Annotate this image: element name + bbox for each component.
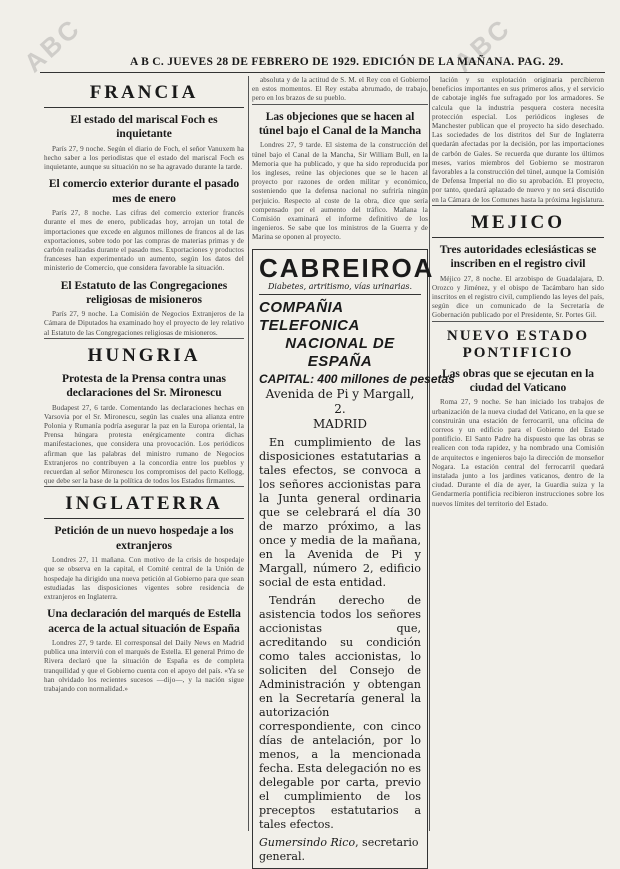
- advert-block: [252, 249, 455, 869]
- telefonica-address: Avenida de Pi y Margall, 2.: [265, 386, 415, 416]
- section-hungria: HUNGRIA: [87, 344, 201, 366]
- headline-mejico: Tres autoridades eclesiásticas se inscriben en el registro civil: [439, 243, 597, 271]
- telefonica-signature: [259, 836, 421, 864]
- headline-foch: El estado del mariscal Foch es inquietante: [70, 114, 218, 141]
- column-divider-2: [429, 76, 430, 831]
- section-inglaterra: INGLATERRA: [44, 493, 244, 519]
- article-foch: París 27, 9 noche. Según el diario de Foch, el señor Vanuxem ha hecho saber a los periodistas que el estado del mariscal Foch es inquietante, aunque su situación no se ha agravado durante la tarde.: [44, 144, 244, 172]
- headline-hungria: Protesta de la Prensa contra unas declaraciones del Sr. Mironescu: [61, 372, 227, 400]
- telefonica-notice-p2: Tendrán derecho de asistencia todos los señores accionistas que, acreditando su condición como tales accionistas, lo soliciten del Consejo de Administración y obtengan en la Secretaría general la autorización correspondiente, con cinco días de antelación, por lo menos, a la mencionada fecha. Esta delegación no es delegable por carta, previo el cumplimiento de los preceptos estatutarios a tales efectos.: [259, 593, 421, 831]
- headline-estatuto: El Estatuto de las Congregaciones religiosas de misioneros: [60, 279, 228, 306]
- watermark-stamp-right: ABC: [448, 12, 517, 79]
- article-hungria: Budapest 27, 6 tarde. Comentando las declaraciones hechas en Varsovia por el Sr. Mironescu, según las cuales una alianza entre Polonia y Rumanía podría asegurar la paz en la Europa oriental, la Prensa húngara protesta enérgicamente contra dichas manifestaciones, que considera una provocación. Los periódicos afirman que las palabras del ministro rumano de Negocios Extranjeros no contribuyen a la concordia entre los pueblos y recuerdan al señor Mironescu los compromisos del pacto Kellogg, que debe ser la base de la política de todos los Estados firmantes.: [44, 404, 244, 488]
- headline-hospedaje: Petición de un nuevo hospedaje a los extranjeros: [54, 525, 234, 552]
- headline-comercio: El comercio exterior durante el pasado mes de enero: [48, 178, 240, 205]
- article-hospedaje: Londres 27, 11 mañana. Con motivo de la crisis de hospedaje que se observa en la capital, el Comité central de la Unión de hospedaje ha dirigido una nueva petición al Gobierno para que sean estudiadas las disposiciones vigentes sobre residencia de extranjeros en Inglaterra.: [44, 556, 244, 602]
- section-francia: FRANCIA: [44, 82, 244, 108]
- column-3: [432, 76, 604, 512]
- article-mejico: Méjico 27, 8 noche. El arzobispo de Guadalajara, D. Orozco y Jiménez, y el obispo de Tacámbaro han sido inscritos en el registro civil, cumpliendo las leyes del país, según dice un comunicado de la Secretaría de Gobernación publicado por el Presidente, Sr. Portes Gil.: [432, 275, 604, 322]
- headline-vaticano: Las obras que se ejecutan en la ciudad del Vaticano: [441, 367, 595, 394]
- article-estatuto: París 27, 9 noche. La Comisión de Negocios Extranjeros de la Cámara de Diputados ha examinado hoy el proyecto de ley relativo al Estatuto de las Congregaciones religiosas de misioneros.: [44, 310, 244, 339]
- section-nuevo-estado: NUEVO ESTADO PONTIFICIO: [446, 327, 590, 361]
- article-vaticano: Roma 27, 9 noche. Se han iniciado los trabajos de urbanización de la nueva ciudad del Vaticano, en la que se construirán una estación de ferrocarril, una oficina de correos y un edificio para el Gobierno del Estado pontificio. El Santo Padre ha dispuesto que las obras se realicen con toda rapidez, y ha nombrado una Comisión de arquitectos e ingenieros bajo la dirección de monseñor Nogara. La estación central del ferrocarril quedará instalada junto a los jardines vaticanos, dentro de la ciudad. Durante el día de ayer, la Guardia suiza y la Gendarmería pontificia recibieron instrucciones sobre los nuevos límites del territorio del Estado.: [432, 398, 604, 508]
- article-continuation-3: lación y su explotación originaria percibieron beneficios importantes en sus primeros años, y el servicio de cabotaje inglés fue sufragado por los armadores. Se calcula que la industria pesquera costera necesita protección especial. Los periódicos ingleses de Manchester publican que el proyecto ha sido desechado. Las sociedades de los distritos del Sur de Inglaterra quedarán afectadas por la decisión, por las importaciones de carbón de Gales. Se recuerda que durante los últimos meses, varios miembros del Gobierno se mostraron favorables a la construcción del túnel, aunque la Comisión de Defensa Imperial no dio su aprobación. El proyecto, por tanto, quedará aplazado de nuevo y no será discutido en la Cámara de los Comunes hasta la próxima legislatura.: [432, 76, 604, 206]
- section-mejico: MEJICO: [432, 212, 604, 238]
- telefonica-city: MADRID: [313, 416, 367, 431]
- headline-tunel: Las objeciones que se hacen al túnel bajo el Canal de la Mancha: [258, 110, 422, 137]
- cabreiroa-ad-title: CABREIROA: [259, 252, 435, 283]
- column-divider-1: [248, 76, 249, 831]
- telefonica-notice-p1: En cumplimiento de las disposiciones estatutarias a tales efectos, se convoca a los señores accionistas para la Junta general ordinaria que se celebrará el día 30 de marzo próximo, a las once y media de la mañana, en la Avenida de Pi y Margall, número 2, edificio social de esta entidad.: [259, 435, 421, 589]
- watermark-stamp-left: ABC: [18, 12, 87, 79]
- telefonica-title-line2: NACIONAL DE ESPAÑA: [285, 334, 395, 370]
- article-continuation-2: absoluta y de la actitud de S. M. el Rey con el Gobierno en estos momentos. El Rey estaba abrumado, de trabajo, pero en los brazos de su pueblo.: [252, 76, 428, 105]
- signature-name: Gumersindo Rico: [259, 835, 356, 849]
- page-header: A B C. JUEVES 28 DE FEBRERO DE 1929. EDICIÓN DE LA MAÑANA. PAG. 29.: [130, 56, 564, 68]
- article-comercio: París 27, 8 noche. Las cifras del comercio exterior francés durante el mes de enero, publicadas hoy, arrojan un total de importaciones que excede en algunos millones de francos al de las exportaciones, sobre todo por las compras de materias primas y de carbón realizadas durante el pasado mes. Exportaciones y productos franceses han experimentado un aumento, según los datos del ministerio de Comercio, que considera favorable la situación.: [44, 209, 244, 273]
- article-tunel: Londres 27, 9 tarde. El sistema de la construcción del túnel bajo el Canal de la Mancha, Sir William Bull, en la Memoria que ha publicado, y que ha sido reproducida por los ingleses, reúne las objeciones que se le hacen al proyecto por razones de orden militar y económico, sosteniendo que la defensa nacional no sufriría ningún perjuicio. Respecto al coste de la obra, dice que sería compensado por el aumento del tráfico. Mañana la Comisión examinará el informe definitivo de los ingenieros. Se sabe que los ministros de la Guerra y de Marina se oponen al proyecto.: [252, 141, 428, 242]
- header-rule: [40, 72, 605, 73]
- telefonica-capital: CAPITAL: 400 millones de pesetas: [259, 371, 455, 386]
- article-estella: Londres 27, 9 tarde. El corresponsal del Daily News en Madrid publica una interviú con el marqués de Estella. El general Primo de Rivera declaró que la situación de España es de completa tranquilidad y que el Gobierno cuenta con el apoyo del país. «Ya se han olvidado los recientes sucesos —dijo—, y la nación sigue trabajando con normalidad.»: [44, 638, 244, 693]
- headline-estella: Una declaración del marqués de Estella acerca de la actual situación de España: [47, 608, 241, 635]
- signature-role: , secretario general.: [259, 835, 419, 863]
- cabreiroa-ad-subtitle: Diabetes, artritismo, vías urinarias.: [259, 282, 421, 295]
- column-1: [44, 76, 244, 697]
- telefonica-title-line1: COMPAÑIA TELEFONICA: [259, 298, 360, 334]
- column-2: [252, 76, 455, 869]
